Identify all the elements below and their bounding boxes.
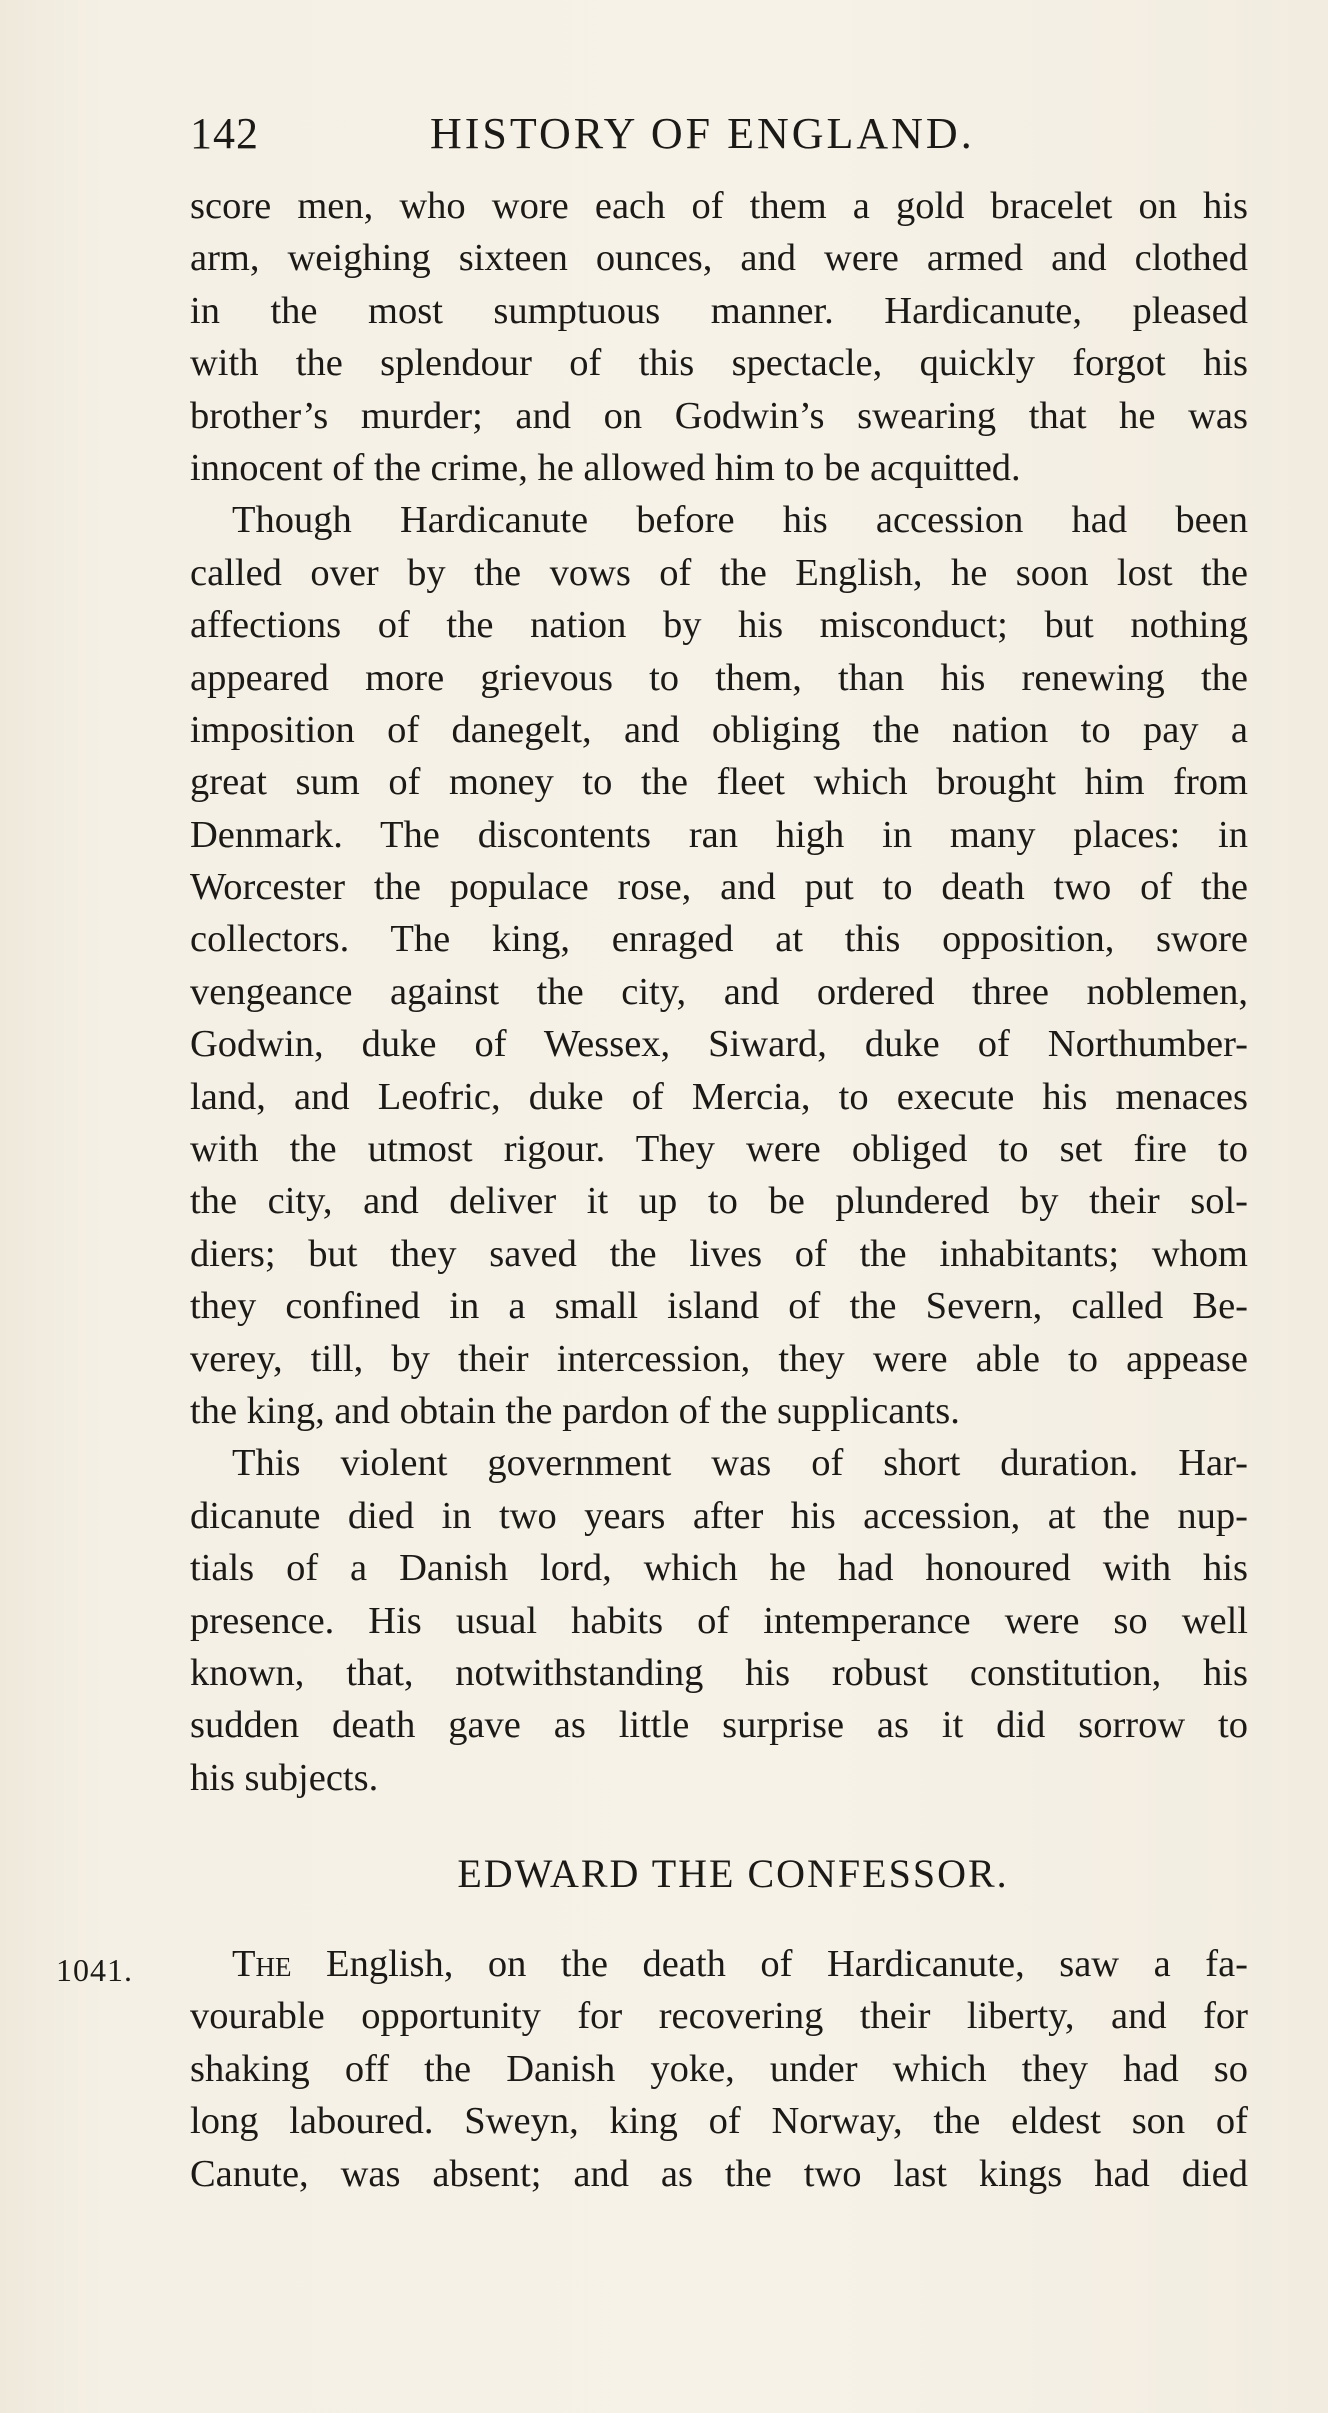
text-line: in the most sumptuous manner. Hardicanute, pleased — [190, 289, 1248, 332]
text-line: sudden death gave as little surprise as it did sorrow to — [190, 1704, 1248, 1747]
text-line: tials of a Danish lord, which he had honoured with his — [190, 1547, 1248, 1590]
text-line: they confined in a small island of the Severn, called Be- — [190, 1285, 1248, 1328]
text-line: Godwin, duke of Wessex, Siward, duke of Northumber- — [190, 1023, 1248, 1066]
running-title: HISTORY OF ENGLAND. — [430, 109, 975, 158]
text-line: long laboured. Sweyn, king of Norway, the eldest son of — [190, 2100, 1248, 2143]
text-line: collectors. The king, enraged at this opposition, swore — [190, 918, 1248, 961]
text-line: dicanute died in two years after his accession, at the nup- — [190, 1494, 1248, 1537]
section-text — [190, 1938, 1248, 2200]
text-line: verey, till, by their intercession, they were able to appease — [190, 1337, 1248, 1380]
text-line: Though Hardicanute before his accession had been — [232, 499, 1248, 542]
text-line: diers; but they saved the lives of the inhabitants; whom — [190, 1232, 1248, 1275]
text-line: great sum of money to the fleet which brought him from — [190, 761, 1248, 804]
text-line: known, that, notwithstanding his robust constitution, his — [190, 1651, 1248, 1694]
text-line: affections of the nation by his misconduct; but nothing — [190, 604, 1248, 647]
text-line: score men, who wore each of them a gold bracelet on his — [190, 185, 1248, 227]
text-line: land, and Leofric, duke of Mercia, to execute his menaces — [190, 1075, 1248, 1118]
text-line: shaking off the Danish yoke, under which they had so — [190, 2047, 1248, 2090]
text-line: Worcester the populace rose, and put to death two of the — [190, 866, 1248, 909]
text-line: arm, weighing sixteen ounces, and were armed and clothed — [190, 237, 1248, 280]
text-line: his subjects. — [190, 1756, 379, 1799]
text-line: with the splendour of this spectacle, quickly forgot his — [190, 342, 1248, 385]
text-line: This violent government was of short duration. Har- — [232, 1442, 1248, 1485]
page-number: 142 — [190, 109, 259, 158]
text-line: appeared more grievous to them, than his renewing the — [190, 656, 1248, 699]
section-heading-text: EDWARD THE CONFESSOR. — [457, 1851, 1009, 1896]
opening-word: The — [232, 1943, 292, 1985]
text-line — [190, 1938, 1248, 1990]
section-heading — [190, 1850, 1248, 1897]
opening-line-rest: English, on the death of Hardicanute, saw a fa- — [291, 1943, 1248, 1985]
main-text — [190, 180, 1248, 1804]
text-line: presence. His usual habits of intemperance were so well — [190, 1599, 1248, 1642]
text-line: innocent of the crime, he allowed him to be acquitted. — [190, 446, 1021, 489]
text-line: called over by the vows of the English, he soon lost the — [190, 551, 1248, 594]
margin-date: 1041. — [56, 1952, 133, 1988]
text-line: vengeance against the city, and ordered three noblemen, — [190, 970, 1248, 1013]
text-line: brother’s murder; and on Godwin’s swearing that he was — [190, 394, 1248, 437]
text-line: Canute, was absent; and as the two last kings had died — [190, 2152, 1248, 2195]
text-line: with the utmost rigour. They were obliged to set fire to — [190, 1128, 1248, 1171]
text-line: the city, and deliver it up to be plundered by their sol- — [190, 1180, 1248, 1223]
text-line: vourable opportunity for recovering their liberty, and for — [190, 1995, 1248, 2038]
text-line: Denmark. The discontents ran high in many places: in — [190, 813, 1248, 856]
text-line: imposition of danegelt, and obliging the nation to pay a — [190, 708, 1248, 751]
text-line: the king, and obtain the pardon of the supplicants. — [190, 1389, 960, 1432]
page-header — [190, 108, 1020, 168]
